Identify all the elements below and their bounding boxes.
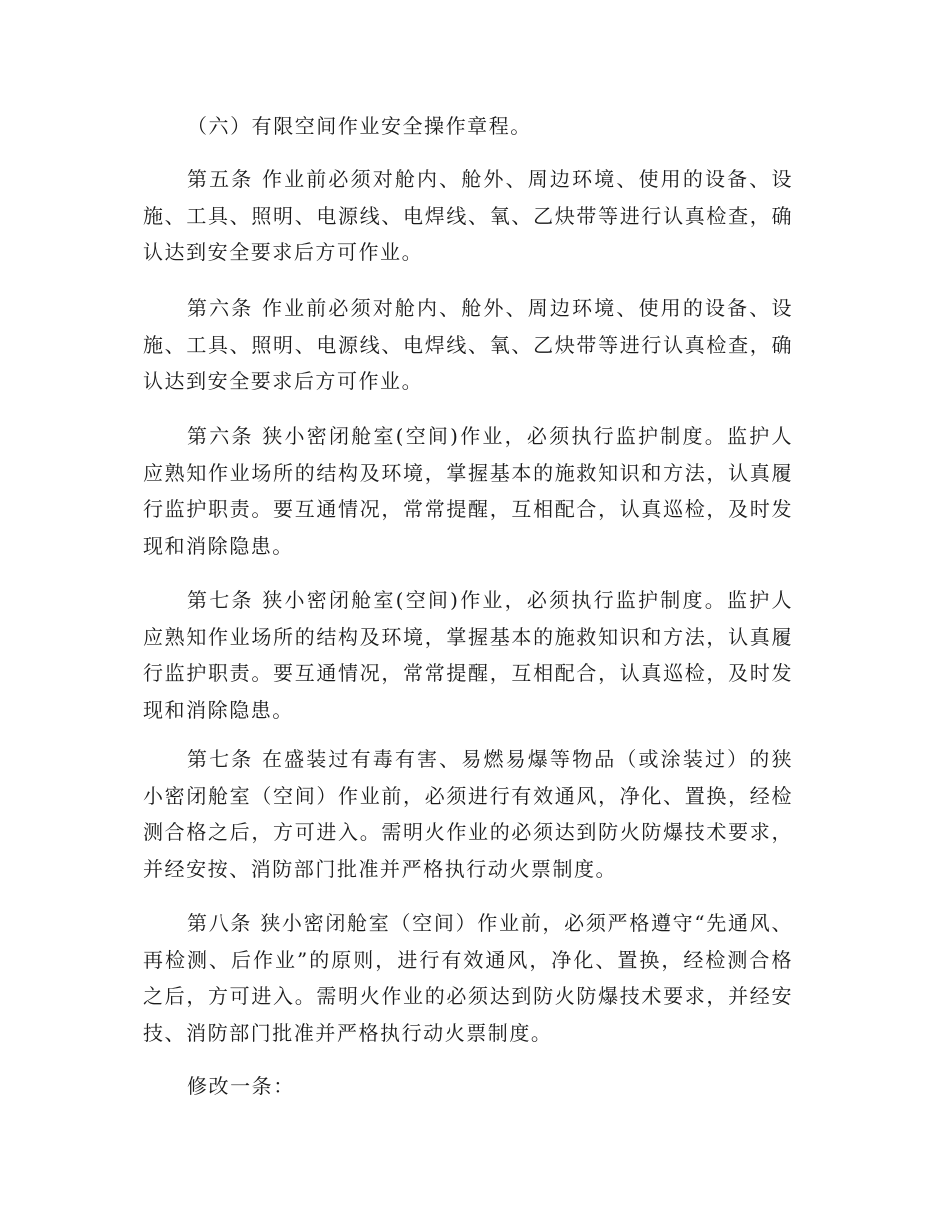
article-paragraph: 第六条 狭小密闭舱室(空间)作业，必须执行监护制度。监护人应熟知作业场所的结构及环境，掌握基本的施救知识和方法，认真履行监护职责。要互通情况，常常提醒，互相配合，认真巡检，及时发现和消除隐患。: [143, 424, 793, 558]
article-paragraph: 第七条 狭小密闭舱室(空间)作业，必须执行监护制度。监护人应熟知作业场所的结构及环境，掌握基本的施救知识和方法，认真履行监护职责。要互通情况，常常提醒，互相配合，认真巡检，及时发现和消除隐患。: [143, 588, 793, 722]
article-paragraph: 第六条 作业前必须对舱内、舱外、周边环境、使用的设备、设施、工具、照明、电源线、电焊线、氧、乙炔带等进行认真检查，确认达到安全要求后方可作业。: [143, 296, 793, 393]
article-paragraph: 第八条 狭小密闭舱室（空间）作业前，必须严格遵守“先通风、再检测、后作业”的原则，进行有效通风，净化、置换，经检测合格之后，方可进入。需明火作业的必须达到防火防爆技术要求，并经安技、消防部门批准并严格执行动火票制度。: [143, 911, 793, 1045]
section-heading-six: （六）有限空间作业安全操作章程。: [187, 114, 532, 138]
article-paragraph: 第五条 作业前必须对舱内、舱外、周边环境、使用的设备、设施、工具、照明、电源线、电焊线、氧、乙炔带等进行认真检查，确认达到安全要求后方可作业。: [143, 167, 793, 264]
article-paragraph: 第七条 在盛装过有毒有害、易燃易爆等物品（或涂装过）的狭小密闭舱室（空间）作业前，必须进行有效通风，净化、置换，经检测合格之后，方可进入。需明火作业的必须达到防火防爆技术要求，并经安按、消防部门批准并严格执行动火票制度。: [143, 747, 793, 881]
amendment-label: 修改一条：: [187, 1074, 295, 1098]
